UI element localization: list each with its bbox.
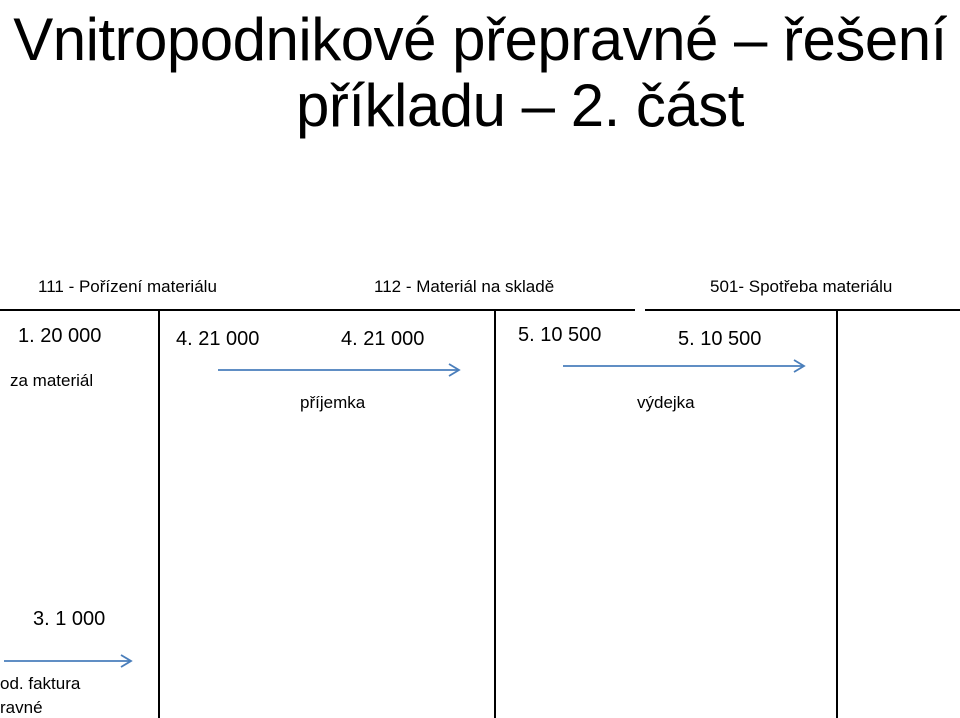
entry-112-debit-4: 4. 21 000: [341, 328, 425, 350]
note-pravne: ravné: [0, 698, 43, 717]
arrow-prijemka: [218, 364, 459, 376]
slide-title-line-2: příkladu – 2. část: [296, 72, 744, 139]
entry-501-debit-5: 5. 10 500: [678, 328, 762, 350]
entry-112-credit-5: 5. 10 500: [518, 324, 602, 346]
note-vydejka: výdejka: [637, 393, 695, 412]
account-112-header: 112 - Materiál na skladě: [374, 277, 555, 296]
entry-111-debit-1: 1. 20 000: [18, 325, 102, 347]
slide-title-line-1: Vnitropodnikové přepravné – řešení: [13, 6, 947, 73]
arrow-faktura: [4, 655, 131, 667]
account-501-header: 501- Spotřeba materiálu: [710, 277, 893, 296]
account-111-header: 111 - Pořízení materiálu: [38, 277, 217, 296]
note-faktura: od. faktura: [0, 674, 81, 693]
arrow-vydejka: [563, 360, 804, 372]
entry-111-debit-3: 3. 1 000: [33, 608, 106, 630]
note-za-material: za materiál: [10, 371, 94, 390]
entry-111-credit-4: 4. 21 000: [176, 328, 260, 350]
note-prijemka: příjemka: [300, 393, 366, 412]
